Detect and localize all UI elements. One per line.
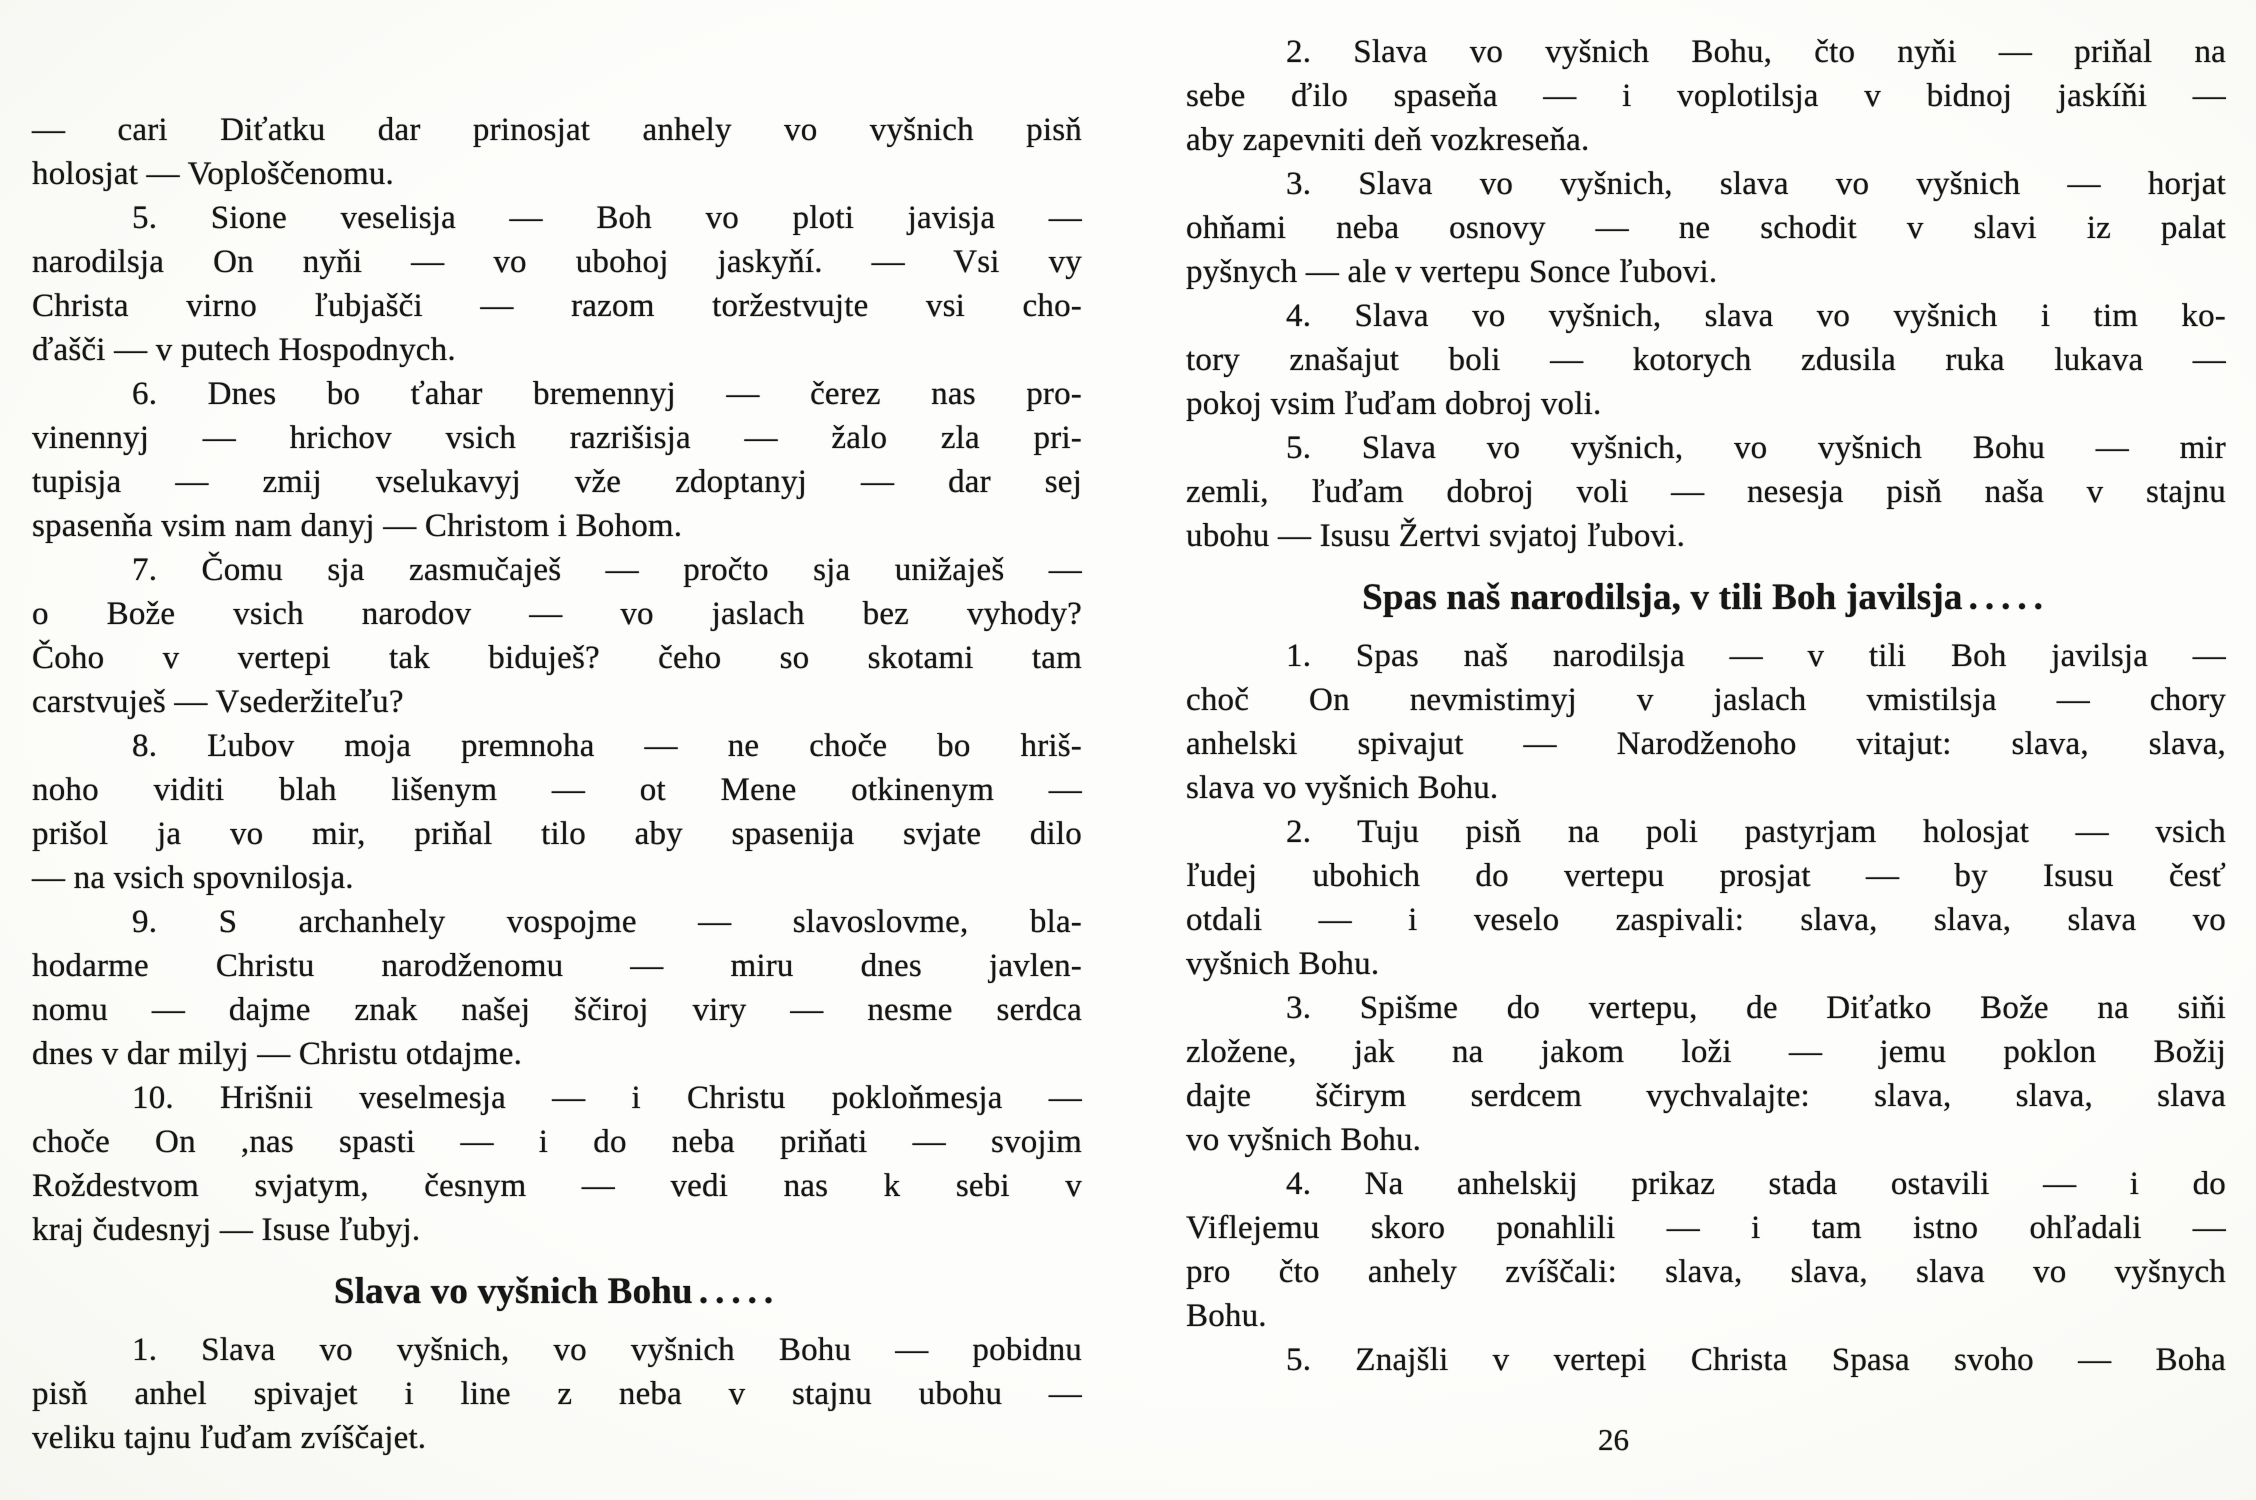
text-line: 10. Hrišnii veselmesja — i Christu pokloňmesja — — [132, 1080, 1082, 1116]
text-line: aby zapevniti deň vozkreseňa. — [1186, 122, 1590, 158]
text-line: otdali — i veselo zaspivali: slava, slava, slava vo — [1186, 902, 2226, 938]
text-line: tory znašajut boli — kotorych zdusila ruka lukava — — [1186, 342, 2226, 378]
text-line: vo vyšnich Bohu. — [1186, 1122, 1422, 1158]
right-text-column — [1186, 30, 2226, 1382]
text-line: 5. Znajšli v vertepi Christa Spasa svoho — Boha — [1286, 1342, 2226, 1378]
text-line: veliku tajnu ľuďam zvíščajet. — [32, 1420, 427, 1456]
text-line: holosjat — Voploščenomu. — [32, 156, 394, 192]
text-line: 4. Na anhelskij prikaz stada ostavili — i do — [1286, 1166, 2226, 1202]
text-line: noho viditi blah lišenym — ot Mene otkinenym — — [32, 772, 1082, 808]
text-line: pisň anhel spivajet i line z neba v stajnu ubohu — — [32, 1376, 1082, 1412]
text-line: carstvuješ — Vsederžiteľu? — [32, 684, 404, 720]
text-line: sebe ďilo spaseňa — i voplotilsja v bidnoj jaskíňi — — [1186, 78, 2226, 114]
text-line: tupisja — zmij vselukavyj vže zdoptanyj — dar sej — [32, 464, 1082, 500]
text-line: anhelski spivajut — Narodženoho vitajut: slava, slava, — [1186, 726, 2226, 762]
text-line: Viflejemu skoro ponahlili — i tam istno ohľadali — — [1186, 1210, 2226, 1246]
song-title-text: Slava vo vyšnich Bohu — [333, 1271, 693, 1312]
text-line: pokoj vsim ľuďam dobroj voli. — [1186, 386, 1602, 422]
text-line: vyšnich Bohu. — [1186, 946, 1380, 982]
text-line: hodarme Christu narodženomu — miru dnes javlen- — [32, 948, 1082, 984]
text-line: — cari Diťatku dar prinosjat anhely vo vyšnich pisň — [32, 112, 1082, 148]
text-line: narodilsja On nyňi — vo ubohoj jaskyňí. — Vsi vy — [32, 244, 1082, 280]
text-line: 7. Čomu sja zasmučaješ — pročto sja unižaješ — — [132, 552, 1082, 588]
text-line: dajte ščirym serdcem vychvalajte: slava, slava, slava — [1186, 1078, 2226, 1114]
text-line: prišol ja vo mir, priňal tilo aby spasenija svjate dilo — [32, 816, 1082, 852]
text-line: nomu — dajme znak našej ščiroj viry — nesme serdca — [32, 992, 1082, 1028]
text-line: Roždestvom svjatym, česnym — vedi nas k sebi v — [32, 1168, 1082, 1204]
text-line: 4. Slava vo vyšnich, slava vo vyšnich i tim ko- — [1286, 298, 2226, 334]
text-line: ohňami neba osnovy — ne schodit v slavi iz palat — [1186, 210, 2226, 246]
text-line: 2. Tuju pisň na poli pastyrjam holosjat — vsich — [1286, 814, 2226, 850]
text-line: ľudej ubohich do vertepu prosjat — by Isusu česť — [1186, 858, 2226, 894]
text-line: vinennyj — hrichov vsich razrišisja — žalo zla pri- — [32, 420, 1082, 456]
text-line: 5. Slava vo vyšnich, vo vyšnich Bohu — mir — [1286, 430, 2226, 466]
text-line: zložene, jak na jakom loži — jemu poklon Božij — [1186, 1034, 2226, 1070]
text-line: dnes v dar milyj — Christu otdajme. — [32, 1036, 523, 1072]
heading-ellipsis-dots: ..... — [698, 1271, 781, 1312]
text-line: spasenňa vsim nam danyj — Christom i Bohom. — [32, 508, 683, 544]
text-line: 5. Sione veselisja — Boh vo ploti javisja — — [132, 200, 1082, 236]
song-title-heading — [1186, 574, 2226, 622]
left-text-column — [32, 108, 1082, 1460]
text-line: ďašči — v putech Hospodnych. — [32, 332, 456, 368]
text-line: 3. Slava vo vyšnich, slava vo vyšnich — horjat — [1286, 166, 2226, 202]
text-line: — na vsich spovnilosja. — [32, 860, 354, 896]
text-line: pyšnych — ale v vertepu Sonce ľubovi. — [1186, 254, 1718, 290]
text-line: o Bože vsich narodov — vo jaslach bez vyhody? — [32, 596, 1082, 632]
heading-ellipsis-dots: ..... — [1968, 577, 2050, 618]
text-line: 8. Ľubov moja premnoha — ne choče bo hriš- — [132, 728, 1082, 764]
text-line: Bohu. — [1186, 1298, 1267, 1334]
text-line: pro čto anhely zvíščali: slava, slava, slava vo vyšnych — [1186, 1254, 2226, 1290]
text-line: 1. Slava vo vyšnich, vo vyšnich Bohu — pobidnu — [132, 1332, 1082, 1368]
text-line: 2. Slava vo vyšnich Bohu, čto nyňi — priňal na — [1286, 34, 2226, 70]
song-title-heading — [32, 1268, 1082, 1316]
song-title-text: Spas naš narodilsja, v tili Boh javilsja — [1362, 577, 1963, 618]
text-line: ubohu — Isusu Žertvi svjatoj ľubovi. — [1186, 518, 1686, 554]
text-line: Čoho v vertepi tak biduješ? čeho so skotami tam — [32, 640, 1082, 676]
text-line: 1. Spas naš narodilsja — v tili Boh javilsja — — [1286, 638, 2226, 674]
text-line: choč On nevmistimyj v jaslach vmistilsja — chory — [1186, 682, 2226, 718]
page-number: 26 — [1598, 1422, 1629, 1457]
text-line: zemli, ľuďam dobroj voli — nesesja pisň naša v stajnu — [1186, 474, 2226, 510]
text-line: 3. Spišme do vertepu, de Diťatko Bože na siňi — [1286, 990, 2226, 1026]
text-line: choče On ,nas spasti — i do neba priňati — svojim — [32, 1124, 1082, 1160]
text-line: slava vo vyšnich Bohu. — [1186, 770, 1499, 806]
text-line: 9. S archanhely vospojme — slavoslovme, bla- — [132, 904, 1082, 940]
text-line: kraj čudesnyj — Isuse ľubyj. — [32, 1212, 421, 1248]
text-line: Christa virno ľubjašči — razom toržestvujte vsi cho- — [32, 288, 1082, 324]
text-line: 6. Dnes bo ťahar bremennyj — čerez nas pro- — [132, 376, 1082, 412]
